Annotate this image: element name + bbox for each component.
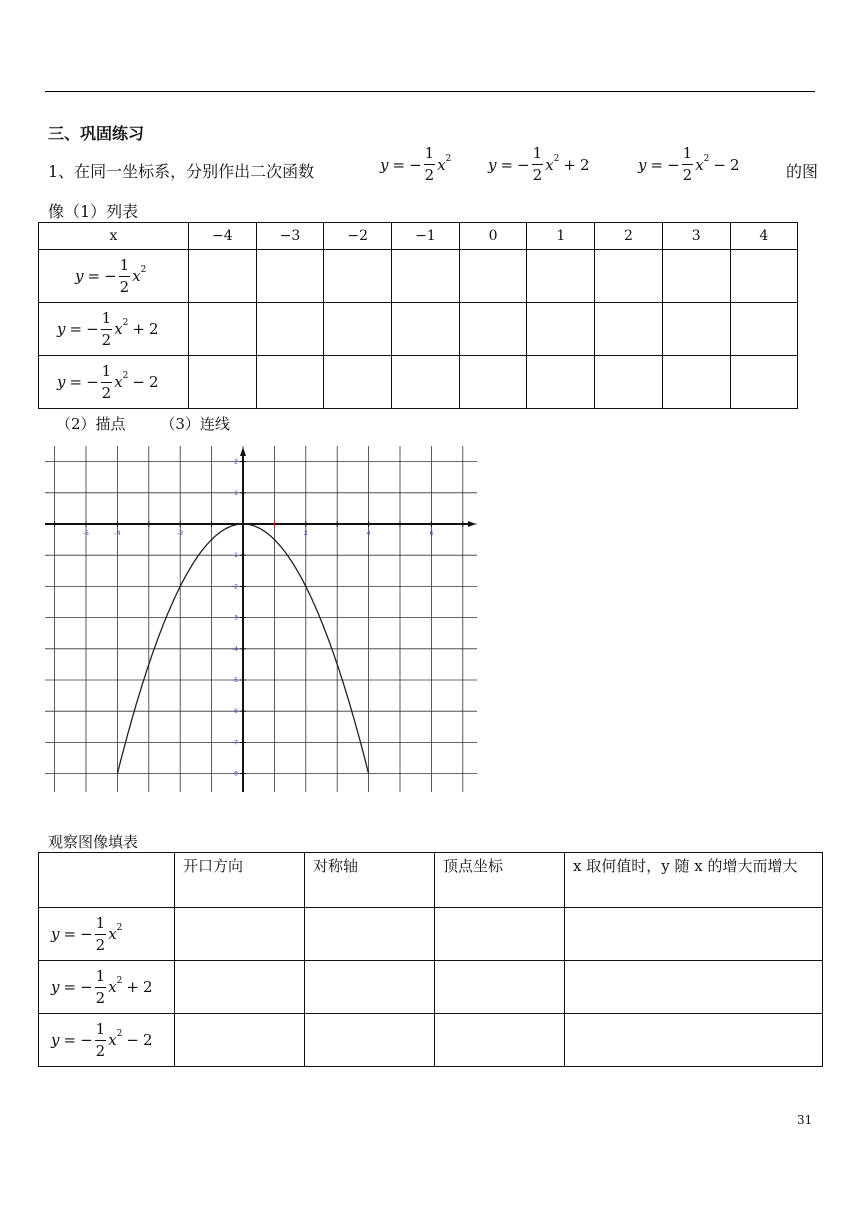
answer-cell[interactable] bbox=[324, 250, 392, 303]
answer-cell[interactable] bbox=[730, 356, 798, 409]
table-row bbox=[39, 250, 798, 303]
y-tick-label: 2 bbox=[234, 458, 238, 466]
table-row bbox=[39, 908, 823, 961]
answer-cell[interactable] bbox=[527, 250, 595, 303]
x-value-cell: 2 bbox=[595, 223, 663, 250]
coordinate-graph bbox=[45, 446, 477, 792]
answer-cell[interactable] bbox=[527, 303, 595, 356]
question-text-end: 的图 bbox=[786, 162, 819, 181]
header-rule bbox=[45, 91, 815, 92]
answer-cell[interactable] bbox=[595, 303, 663, 356]
answer-cell[interactable] bbox=[730, 250, 798, 303]
answer-cell[interactable] bbox=[189, 356, 257, 409]
answer-cell[interactable] bbox=[256, 356, 324, 409]
x-value-cell: 1 bbox=[527, 223, 595, 250]
header-vertex: 顶点坐标 bbox=[435, 853, 565, 908]
answer-cell[interactable] bbox=[392, 356, 460, 409]
empty-header-cell bbox=[39, 853, 175, 908]
formula-cell: y = − $\frac{1}{2}$ x $^2$ + 2 bbox=[39, 961, 175, 1014]
answer-cell[interactable] bbox=[189, 250, 257, 303]
value-table bbox=[38, 222, 798, 409]
answer-cell[interactable] bbox=[459, 356, 527, 409]
x-tick-label: 2 bbox=[303, 530, 308, 537]
grid-lines bbox=[45, 446, 477, 792]
step-plot: （2）描点 bbox=[56, 415, 126, 433]
answer-cell[interactable] bbox=[324, 303, 392, 356]
answer-cell[interactable] bbox=[662, 356, 730, 409]
x-value-cell: −2 bbox=[324, 223, 392, 250]
axes bbox=[45, 447, 476, 792]
x-header-cell: x bbox=[39, 223, 189, 250]
answer-cell[interactable] bbox=[305, 1014, 435, 1067]
answer-cell[interactable] bbox=[595, 250, 663, 303]
x-tick-label: -5 bbox=[83, 530, 89, 537]
answer-cell[interactable] bbox=[392, 250, 460, 303]
answer-cell[interactable] bbox=[565, 1014, 823, 1067]
answer-cell[interactable] bbox=[189, 303, 257, 356]
x-value-cell: −3 bbox=[256, 223, 324, 250]
x-value-cell: −4 bbox=[189, 223, 257, 250]
answer-cell[interactable] bbox=[459, 250, 527, 303]
question-text-cont: 像（1）列表 bbox=[48, 202, 139, 221]
y-axis-arrow bbox=[240, 447, 246, 456]
formula-cell: y = − $\frac{1}{2}$ x $^2$ − 2 bbox=[39, 356, 189, 409]
answer-cell[interactable] bbox=[595, 356, 663, 409]
answer-cell[interactable] bbox=[175, 1014, 305, 1067]
table-row bbox=[39, 356, 798, 409]
x-tick-label: -2 bbox=[177, 530, 184, 537]
formula-cell: y = − $\frac{1}{2}$ x $^2$ − 2 bbox=[39, 1014, 175, 1067]
answer-cell[interactable] bbox=[662, 250, 730, 303]
table-row bbox=[39, 1014, 823, 1067]
x-value-cell: −1 bbox=[392, 223, 460, 250]
x-value-cell: 4 bbox=[730, 223, 798, 250]
formula-cell: y = − $\frac{1}{2}$ x $^2$ + 2 bbox=[39, 303, 189, 356]
header-opening-direction: 开口方向 bbox=[175, 853, 305, 908]
y-tick-label: -1 bbox=[232, 552, 238, 560]
answer-cell[interactable] bbox=[256, 250, 324, 303]
answer-cell[interactable] bbox=[256, 303, 324, 356]
header-symmetry-axis: 对称轴 bbox=[305, 853, 435, 908]
answer-cell[interactable] bbox=[565, 908, 823, 961]
x-value-cell: 3 bbox=[662, 223, 730, 250]
y-tick-label: -5 bbox=[232, 677, 238, 684]
tick-labels bbox=[83, 459, 433, 778]
formula-cell: y = − $\frac{1}{2}$ x $^2$ bbox=[39, 908, 175, 961]
answer-cell[interactable] bbox=[435, 961, 565, 1014]
answer-cell[interactable] bbox=[324, 356, 392, 409]
y-tick-label: -2 bbox=[232, 583, 238, 591]
header-increasing: x 取何值时，y 随 x 的增大而增大 bbox=[565, 853, 823, 908]
question-text: 1、在同一坐标系，分别作出二次函数 bbox=[48, 162, 315, 181]
question-line bbox=[48, 146, 818, 198]
answer-cell[interactable] bbox=[175, 908, 305, 961]
table-header-row bbox=[39, 853, 823, 908]
y-tick-label: -4 bbox=[232, 645, 238, 653]
table-row bbox=[39, 303, 798, 356]
step-connect: （3）连线 bbox=[160, 415, 230, 433]
answer-cell[interactable] bbox=[392, 303, 460, 356]
answer-cell[interactable] bbox=[305, 961, 435, 1014]
section-heading: 三、巩固练习 bbox=[48, 124, 145, 143]
answer-cell[interactable] bbox=[435, 908, 565, 961]
formula-3: y = − $\frac{1}{2}$ x $^2$ − 2 bbox=[638, 144, 740, 184]
formula-1: y = − $\frac{1}{2}$ x $^2$ bbox=[380, 144, 452, 184]
answer-cell[interactable] bbox=[565, 961, 823, 1014]
table-header-row bbox=[39, 223, 798, 250]
y-tick-label: -7 bbox=[232, 739, 238, 747]
x-tick-label: 6 bbox=[429, 530, 434, 537]
formula-cell: y = − $\frac{1}{2}$ x $^2$ bbox=[39, 250, 189, 303]
y-tick-label: 1 bbox=[234, 489, 238, 497]
answer-cell[interactable] bbox=[435, 1014, 565, 1067]
answer-cell[interactable] bbox=[305, 908, 435, 961]
y-tick-label: -6 bbox=[232, 708, 238, 716]
x-axis-arrow bbox=[468, 521, 476, 527]
table-row bbox=[39, 961, 823, 1014]
x-tick-label: 4 bbox=[366, 530, 371, 537]
answer-cell[interactable] bbox=[175, 961, 305, 1014]
y-tick-label: -3 bbox=[232, 614, 238, 622]
observation-table bbox=[38, 852, 823, 1067]
page-number: 31 bbox=[797, 1113, 813, 1127]
answer-cell[interactable] bbox=[662, 303, 730, 356]
x-tick-label: -4 bbox=[114, 530, 121, 537]
observe-title: 观察图像填表 bbox=[48, 833, 139, 851]
x-value-cell: 0 bbox=[459, 223, 527, 250]
answer-cell[interactable] bbox=[459, 303, 527, 356]
formula-2: y = − $\frac{1}{2}$ x $^2$ + 2 bbox=[488, 144, 590, 184]
steps-line bbox=[56, 413, 260, 434]
answer-cell[interactable] bbox=[527, 356, 595, 409]
answer-cell[interactable] bbox=[730, 303, 798, 356]
y-tick-label: -8 bbox=[232, 770, 238, 778]
